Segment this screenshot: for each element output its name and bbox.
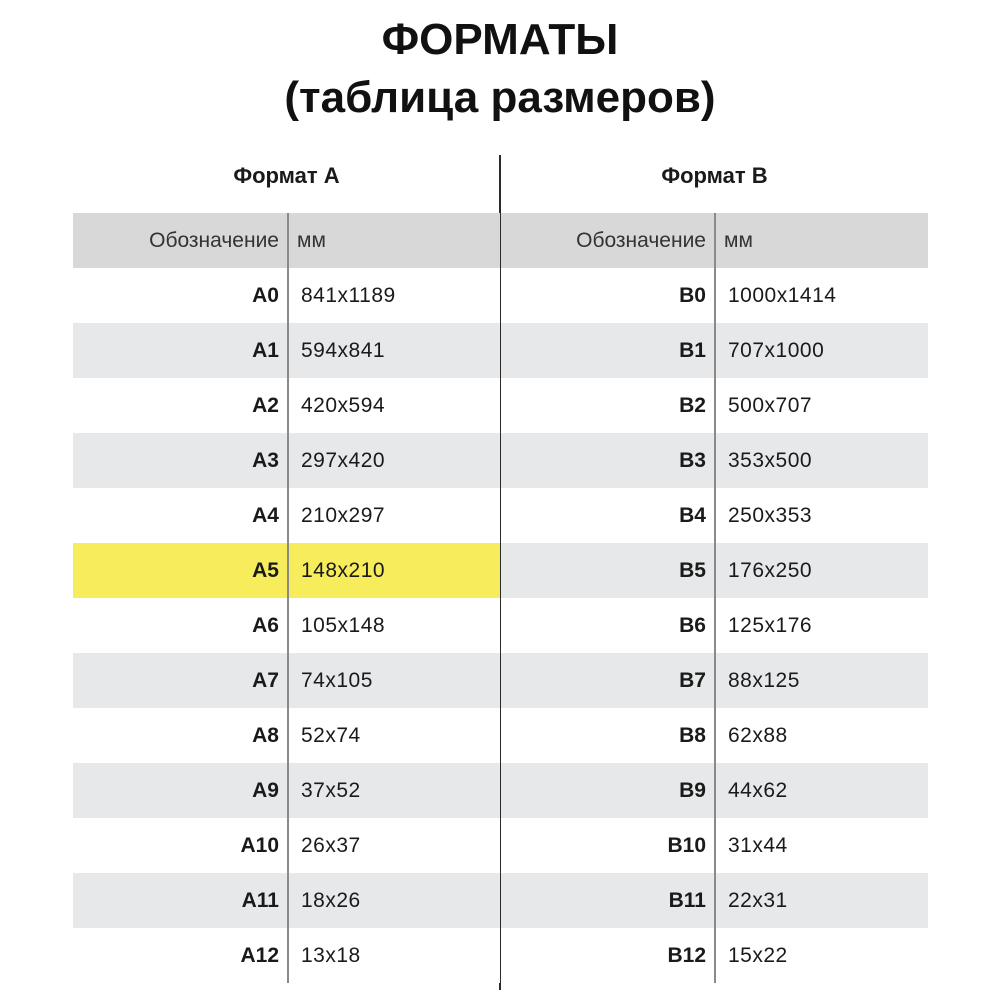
format-code: A6: [73, 598, 288, 653]
format-size-mm: 62x88: [715, 708, 928, 763]
table-row: [73, 543, 500, 598]
format-size-mm: 1000x1414: [715, 268, 928, 323]
format-code: A11: [73, 873, 288, 928]
designation-column-header: Обозначение: [501, 213, 715, 268]
format-code: B10: [501, 818, 715, 873]
format-code: A0: [73, 268, 288, 323]
format-a-table: [73, 213, 500, 983]
format-size-mm: 353x500: [715, 433, 928, 488]
format-code: A7: [73, 653, 288, 708]
table-row: [73, 873, 500, 928]
table-row: [501, 598, 928, 653]
designation-column-header: Обозначение: [73, 213, 288, 268]
table-row: [73, 323, 500, 378]
format-size-mm: 148x210: [288, 543, 500, 598]
format-code: A2: [73, 378, 288, 433]
table-row: [73, 763, 500, 818]
format-code: A1: [73, 323, 288, 378]
format-code: B11: [501, 873, 715, 928]
table-row: [73, 928, 500, 983]
format-size-mm: 13x18: [288, 928, 500, 983]
table-row: [73, 708, 500, 763]
table-row: [73, 433, 500, 488]
format-size-mm: 44x62: [715, 763, 928, 818]
format-code: A4: [73, 488, 288, 543]
format-size-mm: 18x26: [288, 873, 500, 928]
table-row: [501, 268, 928, 323]
format-size-mm: 210x297: [288, 488, 500, 543]
table-row: [501, 543, 928, 598]
format-code: B5: [501, 543, 715, 598]
format-size-mm: 297x420: [288, 433, 500, 488]
table-row: [501, 708, 928, 763]
format-code: B9: [501, 763, 715, 818]
table-row: [501, 433, 928, 488]
format-size-mm: 176x250: [715, 543, 928, 598]
format-size-mm: 31x44: [715, 818, 928, 873]
table-row: [501, 763, 928, 818]
table-row: [73, 488, 500, 543]
table-header-row: [73, 213, 500, 268]
format-size-mm: 420x594: [288, 378, 500, 433]
format-size-mm: 15x22: [715, 928, 928, 983]
table-row: [73, 818, 500, 873]
page-title: ФОРМАТЫ: [381, 15, 619, 64]
format-code: B6: [501, 598, 715, 653]
table-row: [501, 488, 928, 543]
table-row: [501, 653, 928, 708]
table-row: [501, 378, 928, 433]
table-row: [501, 818, 928, 873]
table-row: [73, 653, 500, 708]
format-size-mm: 26x37: [288, 818, 500, 873]
format-code: B2: [501, 378, 715, 433]
format-code: B3: [501, 433, 715, 488]
format-code: B4: [501, 488, 715, 543]
format-code: A12: [73, 928, 288, 983]
format-b-heading: Формат В: [661, 163, 768, 188]
format-size-mm: 500x707: [715, 378, 928, 433]
format-code: A3: [73, 433, 288, 488]
format-size-mm: 125x176: [715, 598, 928, 653]
table-header-row: [501, 213, 928, 268]
mm-column-header: мм: [288, 213, 500, 268]
format-code: B8: [501, 708, 715, 763]
format-code: B0: [501, 268, 715, 323]
table-row: [501, 323, 928, 378]
format-code: A10: [73, 818, 288, 873]
format-size-mm: 250x353: [715, 488, 928, 543]
mm-column-header: мм: [715, 213, 928, 268]
format-size-mm: 841x1189: [288, 268, 500, 323]
format-size-mm: 105x148: [288, 598, 500, 653]
format-size-mm: 594x841: [288, 323, 500, 378]
format-size-mm: 88x125: [715, 653, 928, 708]
format-size-mm: 707x1000: [715, 323, 928, 378]
table-row: [73, 598, 500, 653]
format-code: B12: [501, 928, 715, 983]
format-code: A5: [73, 543, 288, 598]
format-size-mm: 52x74: [288, 708, 500, 763]
table-row: [73, 268, 500, 323]
format-size-mm: 74x105: [288, 653, 500, 708]
table-row: [501, 928, 928, 983]
format-code: B7: [501, 653, 715, 708]
format-size-mm: 37x52: [288, 763, 500, 818]
format-a-heading: Формат А: [233, 163, 340, 188]
table-row: [501, 873, 928, 928]
format-b-table: [501, 213, 928, 983]
format-code: A8: [73, 708, 288, 763]
format-code: A9: [73, 763, 288, 818]
format-code: B1: [501, 323, 715, 378]
format-size-mm: 22x31: [715, 873, 928, 928]
table-row: [73, 378, 500, 433]
page-subtitle: (таблица размеров): [284, 73, 716, 122]
